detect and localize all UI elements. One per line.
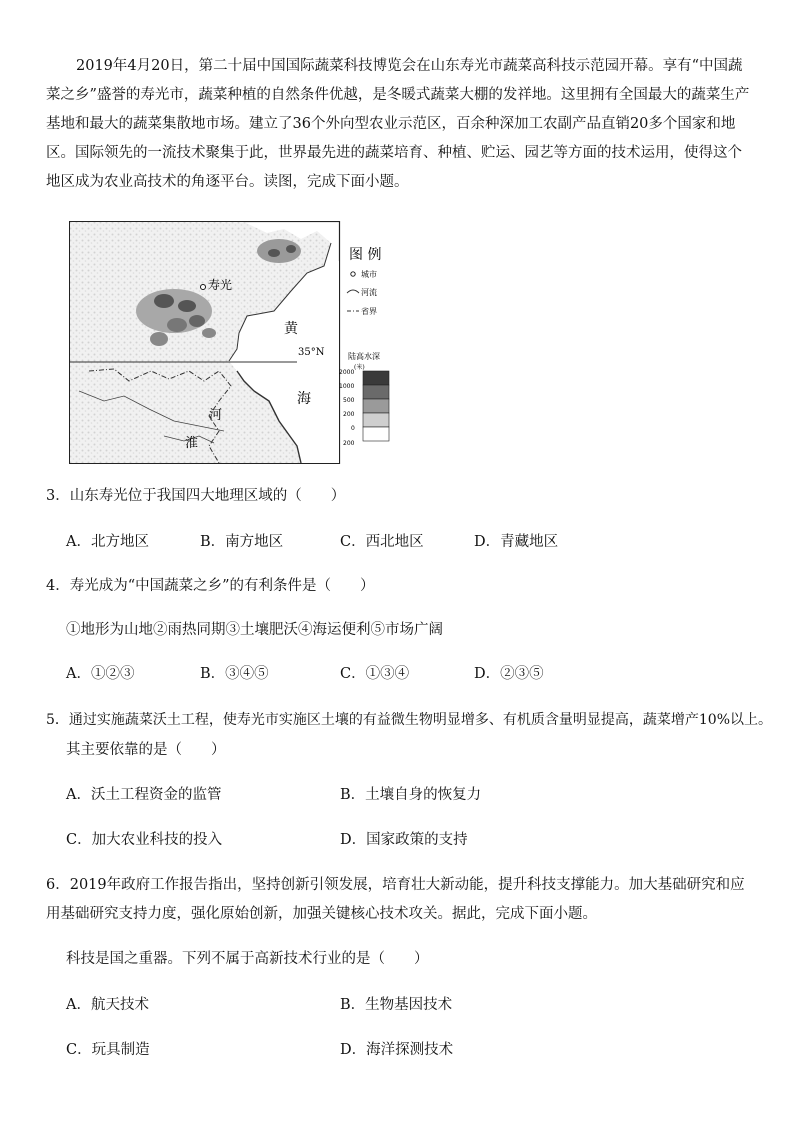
legend-city-icon xyxy=(351,272,355,276)
q5-option-c[interactable]: C．加大农业科技的投入 xyxy=(66,832,223,848)
river-label-huai: 淮 xyxy=(185,436,199,451)
city-label: 寿光 xyxy=(208,278,233,292)
q6-stem: 6．2019年政府工作报告指出，坚持创新引领发展，培育壮大新动能，提升科技支撑能力。加大基础研究和应用基础研究支持力度，强化原始创新，加强关键核心技术攻关。据此，完成下面小题。 xyxy=(46,877,745,922)
q3-option-c[interactable]: C．西北地区 xyxy=(340,534,424,550)
river-label-he: 河 xyxy=(209,408,223,423)
shandong-map xyxy=(69,221,409,464)
shouguang-city-icon xyxy=(201,285,206,290)
elev-200: 200 xyxy=(343,411,355,418)
q6-option-b[interactable]: B．生物基因技术 xyxy=(340,997,453,1013)
q3-option-b[interactable]: B．南方地区 xyxy=(200,534,284,550)
q4-option-a[interactable]: A．①②③ xyxy=(66,666,135,682)
q6-option-c[interactable]: C．玩具制造 xyxy=(66,1042,150,1058)
elev-2000: 2000 xyxy=(339,369,355,376)
q4-option-c[interactable]: C．①③④ xyxy=(340,666,410,682)
elev-0: 0 xyxy=(351,425,355,432)
q5-option-d[interactable]: D．国家政策的支持 xyxy=(340,832,468,848)
q5-stem-line1: 5．通过实施蔬菜沃土工程，使寿光市实施区土壤的有益微生物明显增多、有机质含量明显提高，蔬菜增产10%以上。 xyxy=(46,712,773,728)
elev-minus-200: 200 xyxy=(343,440,355,447)
elevation-scale xyxy=(363,371,389,441)
q6-option-d[interactable]: D．海洋探测技术 xyxy=(340,1042,454,1058)
q6-sub-stem: 科技是国之重器。下列不属于高新技术行业的是（ ） xyxy=(66,951,429,967)
q5-option-b[interactable]: B．土壤自身的恢复力 xyxy=(340,787,482,803)
legend-city: 城市 xyxy=(361,270,377,279)
elev-1000: 1000 xyxy=(339,383,355,390)
q4-option-d[interactable]: D．②③⑤ xyxy=(474,666,544,682)
q3-option-a[interactable]: A．北方地区 xyxy=(66,534,149,550)
latitude-label: 35°N xyxy=(298,347,325,358)
q5-option-a[interactable]: A．沃土工程资金的监管 xyxy=(66,787,222,803)
q3-stem: 3．山东寿光位于我国四大地理区域的（ ） xyxy=(46,488,346,504)
legend-river-icon xyxy=(347,290,359,293)
sea-label-huang: 黄 xyxy=(284,321,298,337)
legend-border: 省界 xyxy=(361,307,377,316)
q4-conditions: ①地形为山地②雨热同期③土壤肥沃④海运便利⑤市场广阔 xyxy=(66,622,443,638)
q3-option-d[interactable]: D．青藏地区 xyxy=(474,534,559,550)
q4-option-b[interactable]: B．③④⑤ xyxy=(200,666,269,682)
intro-paragraph: 2019年4月20日，第二十届中国国际蔬菜科技博览会在山东寿光市蔬菜高科技示范园开幕。享有“中国蔬菜之乡”盛誉的寿光市，蔬菜种植的自然条件优越，是冬暖式蔬菜大棚的发祥地。这里拥有全国最大的蔬菜生产基地和最大的蔬菜集散地市场。建立了36个外向型农业示范区，百余种深加工农副产品直销20多个国家和地区。国际领先的一流技术聚集于此，世界最先进的蔬菜培育、种植、贮运、园艺等方面的技术运用，使得这个地区成为农业高技术的角逐平台。读图，完成下面小题。 xyxy=(46,58,750,190)
elev-unit: (米) xyxy=(354,364,365,371)
sea-label-hai: 海 xyxy=(297,391,311,407)
elev-500: 500 xyxy=(343,397,355,404)
legend-river: 河流 xyxy=(361,288,377,297)
legend-title: 图 例 xyxy=(349,247,382,263)
elev-title: 陆高水深 xyxy=(348,352,380,361)
q6-option-a[interactable]: A．航天技术 xyxy=(66,997,149,1013)
q5-stem-line2: 其主要依靠的是（ ） xyxy=(66,742,226,758)
q4-stem: 4．寿光成为“中国蔬菜之乡”的有利条件是（ ） xyxy=(46,578,375,594)
